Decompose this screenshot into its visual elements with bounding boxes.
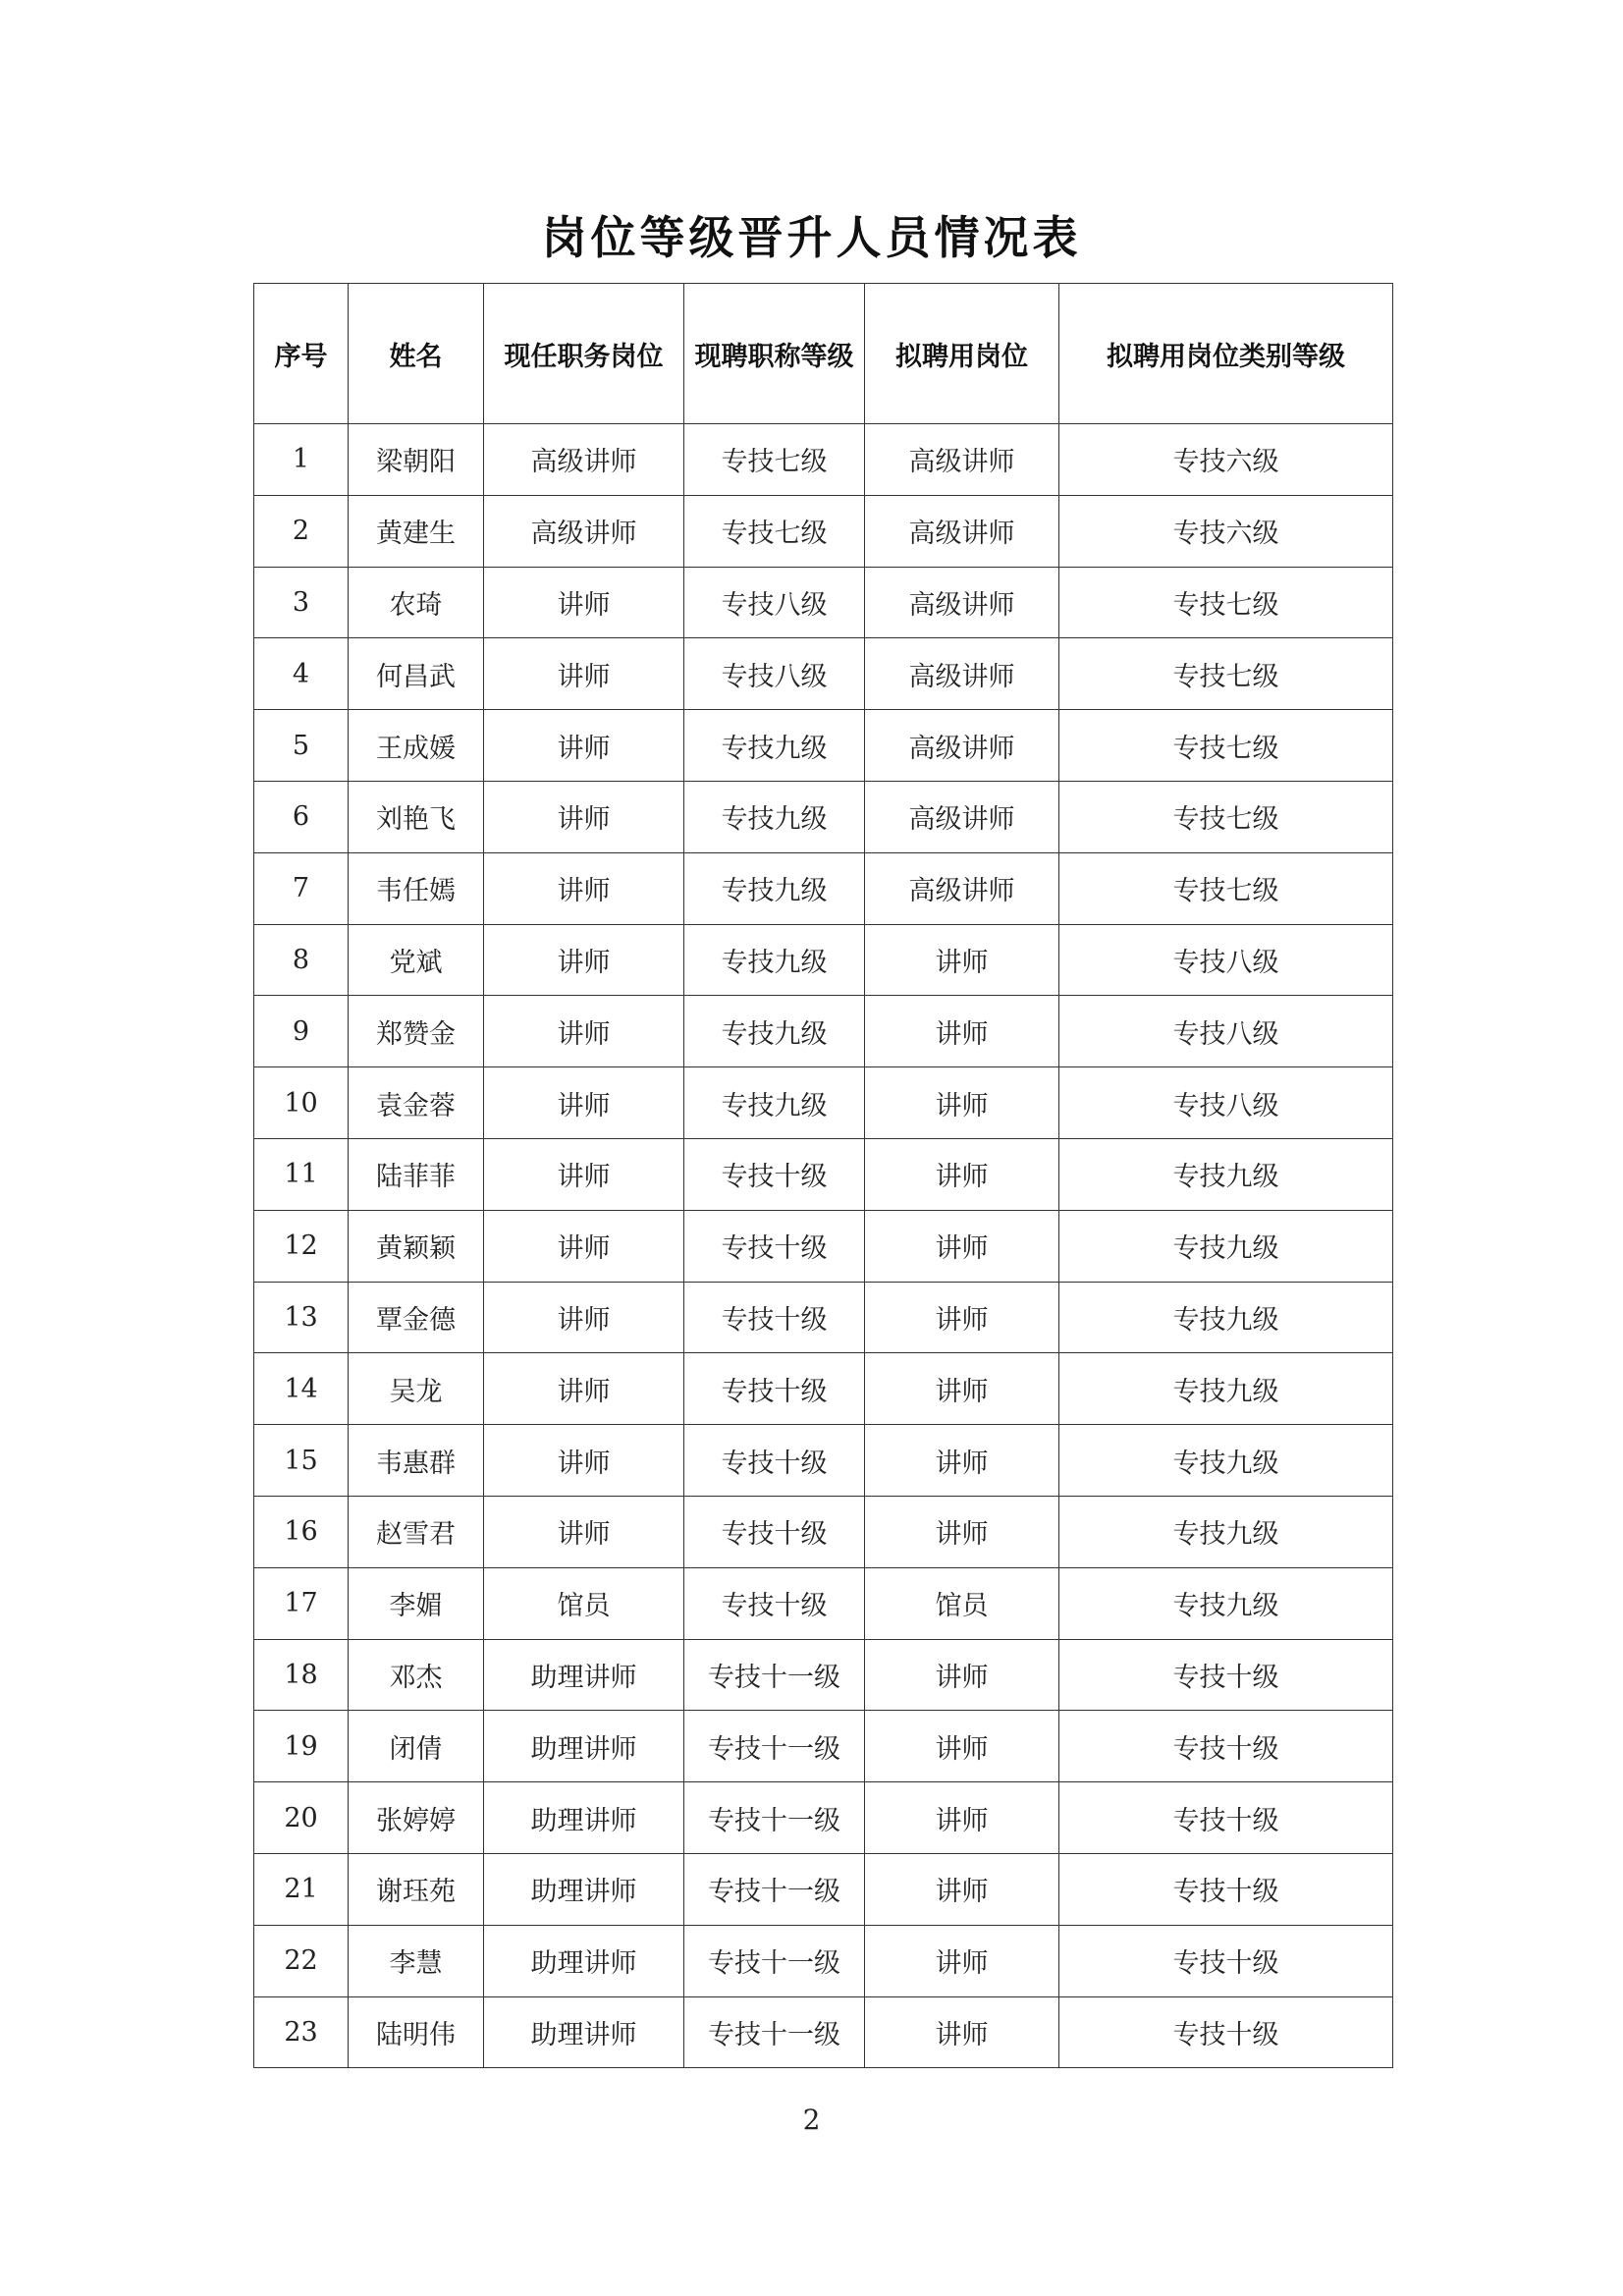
table-header-row (254, 284, 1393, 424)
cell-current-post: 讲师 (484, 638, 684, 710)
table-row (254, 1067, 1393, 1139)
cell-proposed-category-level: 专技九级 (1059, 1425, 1393, 1497)
cell-current-post: 馆员 (484, 1567, 684, 1639)
cell-current-post: 讲师 (484, 852, 684, 924)
cell-proposed-post: 讲师 (865, 996, 1059, 1067)
cell-proposed-post: 讲师 (865, 1853, 1059, 1925)
cell-name: 谢珏苑 (349, 1853, 484, 1925)
table-row (254, 1282, 1393, 1353)
cell-name: 农琦 (349, 567, 484, 638)
cell-name: 陆菲菲 (349, 1138, 484, 1210)
cell-proposed-post: 高级讲师 (865, 781, 1059, 852)
cell-current-title-level: 专技十级 (684, 1282, 865, 1353)
cell-current-post: 助理讲师 (484, 1996, 684, 2068)
cell-proposed-post: 讲师 (865, 1282, 1059, 1353)
cell-current-post: 讲师 (484, 1282, 684, 1353)
table-row (254, 1138, 1393, 1210)
cell-current-post: 讲师 (484, 1353, 684, 1425)
cell-proposed-category-level: 专技六级 (1059, 424, 1393, 496)
cell-proposed-post: 讲师 (865, 1711, 1059, 1782)
cell-proposed-category-level: 专技七级 (1059, 638, 1393, 710)
cell-name: 梁朝阳 (349, 424, 484, 496)
cell-proposed-category-level: 专技八级 (1059, 1067, 1393, 1139)
cell-index: 18 (254, 1639, 349, 1711)
cell-proposed-post: 讲师 (865, 1425, 1059, 1497)
cell-current-post: 助理讲师 (484, 1711, 684, 1782)
table-row (254, 996, 1393, 1067)
cell-index: 6 (254, 781, 349, 852)
promotion-table (253, 283, 1393, 2068)
cell-name: 王成媛 (349, 710, 484, 782)
cell-proposed-category-level: 专技七级 (1059, 567, 1393, 638)
cell-current-post: 讲师 (484, 1425, 684, 1497)
cell-current-post: 高级讲师 (484, 495, 684, 567)
cell-proposed-post: 高级讲师 (865, 424, 1059, 496)
cell-name: 袁金蓉 (349, 1067, 484, 1139)
cell-index: 11 (254, 1138, 349, 1210)
table-row (254, 710, 1393, 782)
cell-current-title-level: 专技八级 (684, 638, 865, 710)
cell-proposed-category-level: 专技九级 (1059, 1496, 1393, 1567)
cell-proposed-category-level: 专技七级 (1059, 710, 1393, 782)
table-row (254, 1353, 1393, 1425)
cell-name: 韦任嫣 (349, 852, 484, 924)
cell-proposed-category-level: 专技九级 (1059, 1567, 1393, 1639)
cell-current-post: 高级讲师 (484, 424, 684, 496)
cell-current-title-level: 专技十一级 (684, 1711, 865, 1782)
cell-current-post: 讲师 (484, 1210, 684, 1282)
cell-current-title-level: 专技九级 (684, 924, 865, 996)
table-row (254, 1996, 1393, 2068)
cell-current-title-level: 专技九级 (684, 996, 865, 1067)
cell-proposed-post: 讲师 (865, 1210, 1059, 1282)
cell-index: 13 (254, 1282, 349, 1353)
cell-proposed-category-level: 专技十级 (1059, 1711, 1393, 1782)
header-current-post: 现任职务岗位 (484, 284, 684, 424)
cell-name: 吴龙 (349, 1353, 484, 1425)
cell-current-title-level: 专技十级 (684, 1425, 865, 1497)
header-name: 姓名 (349, 284, 484, 424)
cell-proposed-post: 讲师 (865, 1067, 1059, 1139)
cell-proposed-post: 讲师 (865, 924, 1059, 996)
cell-proposed-post: 讲师 (865, 1496, 1059, 1567)
cell-current-title-level: 专技十一级 (684, 1996, 865, 2068)
cell-index: 20 (254, 1782, 349, 1854)
cell-proposed-post: 讲师 (865, 1782, 1059, 1854)
header-index: 序号 (254, 284, 349, 424)
cell-current-title-level: 专技十一级 (684, 1853, 865, 1925)
cell-proposed-category-level: 专技九级 (1059, 1282, 1393, 1353)
table-row (254, 1567, 1393, 1639)
header-proposed-post: 拟聘用岗位 (865, 284, 1059, 424)
cell-name: 李媚 (349, 1567, 484, 1639)
cell-proposed-category-level: 专技十级 (1059, 1639, 1393, 1711)
cell-current-title-level: 专技九级 (684, 781, 865, 852)
cell-index: 4 (254, 638, 349, 710)
cell-current-post: 讲师 (484, 1138, 684, 1210)
table-row (254, 852, 1393, 924)
cell-current-post: 助理讲师 (484, 1782, 684, 1854)
cell-current-post: 讲师 (484, 710, 684, 782)
cell-index: 10 (254, 1067, 349, 1139)
header-current-title-level: 现聘职称等级 (684, 284, 865, 424)
cell-proposed-post: 高级讲师 (865, 852, 1059, 924)
cell-index: 5 (254, 710, 349, 782)
cell-index: 15 (254, 1425, 349, 1497)
table-row (254, 1425, 1393, 1497)
cell-current-title-level: 专技十一级 (684, 1639, 865, 1711)
cell-current-post: 讲师 (484, 1067, 684, 1139)
cell-name: 李慧 (349, 1925, 484, 1996)
cell-name: 党斌 (349, 924, 484, 996)
table-row (254, 1711, 1393, 1782)
cell-proposed-post: 高级讲师 (865, 567, 1059, 638)
cell-proposed-category-level: 专技七级 (1059, 852, 1393, 924)
cell-current-title-level: 专技九级 (684, 710, 865, 782)
cell-name: 邓杰 (349, 1639, 484, 1711)
cell-current-post: 助理讲师 (484, 1639, 684, 1711)
cell-proposed-category-level: 专技十级 (1059, 1782, 1393, 1854)
cell-name: 黄颖颖 (349, 1210, 484, 1282)
cell-current-title-level: 专技七级 (684, 495, 865, 567)
cell-name: 覃金德 (349, 1282, 484, 1353)
cell-index: 3 (254, 567, 349, 638)
cell-name: 张婷婷 (349, 1782, 484, 1854)
cell-current-title-level: 专技十级 (684, 1210, 865, 1282)
cell-proposed-post: 高级讲师 (865, 638, 1059, 710)
table-row (254, 1496, 1393, 1567)
table-row (254, 1782, 1393, 1854)
header-proposed-category-level: 拟聘用岗位类别等级 (1059, 284, 1393, 424)
cell-index: 23 (254, 1996, 349, 2068)
table-body (254, 424, 1393, 2068)
cell-proposed-post: 馆员 (865, 1567, 1059, 1639)
cell-proposed-category-level: 专技九级 (1059, 1353, 1393, 1425)
cell-proposed-category-level: 专技七级 (1059, 781, 1393, 852)
page-number: 2 (802, 2104, 821, 2136)
cell-index: 8 (254, 924, 349, 996)
table-row (254, 495, 1393, 567)
cell-current-title-level: 专技十一级 (684, 1925, 865, 1996)
cell-proposed-category-level: 专技八级 (1059, 924, 1393, 996)
cell-proposed-post: 高级讲师 (865, 710, 1059, 782)
cell-proposed-category-level: 专技十级 (1059, 1853, 1393, 1925)
cell-proposed-post: 高级讲师 (865, 495, 1059, 567)
table-row (254, 638, 1393, 710)
cell-name: 何昌武 (349, 638, 484, 710)
cell-current-title-level: 专技九级 (684, 852, 865, 924)
cell-current-title-level: 专技七级 (684, 424, 865, 496)
table-row (254, 1639, 1393, 1711)
cell-index: 12 (254, 1210, 349, 1282)
cell-proposed-category-level: 专技九级 (1059, 1210, 1393, 1282)
cell-current-post: 讲师 (484, 996, 684, 1067)
cell-current-post: 讲师 (484, 781, 684, 852)
cell-index: 17 (254, 1567, 349, 1639)
cell-index: 21 (254, 1853, 349, 1925)
cell-current-title-level: 专技九级 (684, 1067, 865, 1139)
cell-proposed-category-level: 专技九级 (1059, 1138, 1393, 1210)
cell-proposed-post: 讲师 (865, 1925, 1059, 1996)
table-row (254, 1210, 1393, 1282)
cell-index: 9 (254, 996, 349, 1067)
cell-name: 黄建生 (349, 495, 484, 567)
cell-proposed-category-level: 专技十级 (1059, 1925, 1393, 1996)
cell-current-post: 讲师 (484, 1496, 684, 1567)
table-row (254, 781, 1393, 852)
cell-index: 22 (254, 1925, 349, 1996)
cell-name: 郑赞金 (349, 996, 484, 1067)
cell-name: 刘艳飞 (349, 781, 484, 852)
cell-proposed-post: 讲师 (865, 1639, 1059, 1711)
cell-name: 陆明伟 (349, 1996, 484, 2068)
cell-name: 赵雪君 (349, 1496, 484, 1567)
cell-current-post: 助理讲师 (484, 1925, 684, 1996)
cell-index: 1 (254, 424, 349, 496)
cell-index: 19 (254, 1711, 349, 1782)
cell-proposed-post: 讲师 (865, 1353, 1059, 1425)
cell-index: 14 (254, 1353, 349, 1425)
cell-proposed-category-level: 专技十级 (1059, 1996, 1393, 2068)
cell-index: 7 (254, 852, 349, 924)
cell-proposed-post: 讲师 (865, 1996, 1059, 2068)
cell-current-post: 讲师 (484, 567, 684, 638)
cell-name: 闭倩 (349, 1711, 484, 1782)
cell-index: 2 (254, 495, 349, 567)
cell-current-title-level: 专技十级 (684, 1353, 865, 1425)
cell-proposed-category-level: 专技六级 (1059, 495, 1393, 567)
cell-index: 16 (254, 1496, 349, 1567)
table-row (254, 924, 1393, 996)
cell-current-post: 助理讲师 (484, 1853, 684, 1925)
cell-current-post: 讲师 (484, 924, 684, 996)
page-title: 岗位等级晋升人员情况表 (541, 211, 1082, 264)
cell-current-title-level: 专技十级 (684, 1567, 865, 1639)
table-row (254, 424, 1393, 496)
cell-current-title-level: 专技八级 (684, 567, 865, 638)
cell-proposed-post: 讲师 (865, 1138, 1059, 1210)
cell-current-title-level: 专技十级 (684, 1496, 865, 1567)
cell-current-title-level: 专技十一级 (684, 1782, 865, 1854)
table-row (254, 1853, 1393, 1925)
cell-proposed-category-level: 专技八级 (1059, 996, 1393, 1067)
cell-name: 韦惠群 (349, 1425, 484, 1497)
cell-current-title-level: 专技十级 (684, 1138, 865, 1210)
table-row (254, 1925, 1393, 1996)
table-row (254, 567, 1393, 638)
